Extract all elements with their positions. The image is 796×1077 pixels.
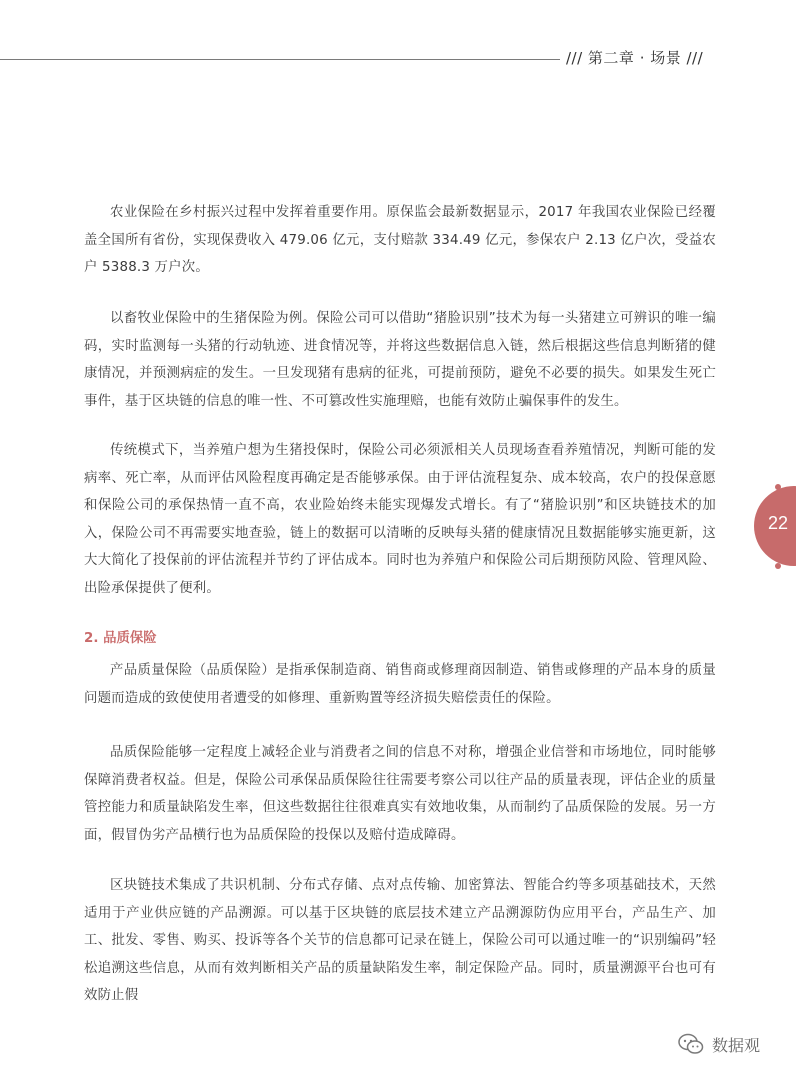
page-number-badge	[754, 486, 796, 566]
section-heading-quality-insurance: 2. 品质保险	[84, 631, 157, 646]
chapter-heading: /// 第二章 · 场景 ///	[566, 49, 704, 67]
paragraph-quality-definition: 产品质量保险（品质保险）是指承保制造商、销售商或修理商因制造、销售或修理的产品本身的质量问题而造成的致使使用者遭受的如修理、重新购置等经济损失赔偿责任的保险。	[84, 663, 716, 706]
badge-dot-top	[775, 484, 781, 490]
paragraph-blockchain-tracing: 区块链技术集成了共识机制、分布式存储、点对点传输、加密算法、智能合约等多项基础技术，天然适用于产业供应链的产品溯源。可以基于区块链的底层技术建立产品溯源防伪应用平台，产品生产、加工、批发、零售、购买、投诉等各个关节的信息都可记录在链上，保险公司可以通过唯一的“识别编码”轻松追溯这些信息，从而有效判断相关产品的质量缺陷发生率，制定保险产品。同时，质量溯源平台也可有效防止假	[84, 878, 716, 1004]
paragraph-quality-asymmetry: 品质保险能够一定程度上减轻企业与消费者之间的信息不对称，增强企业信誉和市场地位，同时能够保障消费者权益。但是，保险公司承保品质保险往往需要考察公司以往产品的质量表现，评估企业的质量管控能力和质量缺陷发生率，但这些数据往往很难真实有效地收集，从而制约了品质保险的发展。另一方面，假冒伪劣产品横行也为品质保险的投保以及赔付造成障碍。	[84, 745, 716, 843]
paragraph-traditional-model: 传统模式下，当养殖户想为生猪投保时，保险公司必须派相关人员现场查看养殖情况，判断可能的发病率、死亡率，从而评估风险程度再确定是否能够承保。由于评估流程复杂、成本较高，农户的投保意愿和保险公司的承保热情一直不高，农业险始终未能实现爆发式增长。有了“猪脸识别”和区块链技术的加入，保险公司不再需要实地查验，链上的数据可以清晰的反映每头猪的健康情况且数据能够实施更新，这大大简化了投保前的评估流程并节约了评估成本。同时也为养殖户和保险公司后期预防风险、管理风险、出险承保提供了便利。	[84, 443, 716, 596]
wechat-icon	[678, 1033, 704, 1055]
header-rule	[0, 59, 560, 60]
paragraph-agri-insurance: 农业保险在乡村振兴过程中发挥着重要作用。原保监会最新数据显示，2017 年我国农业保险已经覆盖全国所有省份，实现保费收入 479.06 亿元，支付赔款 334.49 亿元，参保农户 2.13 亿户次，受益农户 5388.3 万户次。	[84, 205, 716, 276]
watermark	[678, 1030, 788, 1058]
watermark-text: 数据观	[712, 1035, 761, 1055]
paragraph-pig-insurance: 以畜牧业保险中的生猪保险为例。保险公司可以借助“猪脸识别”技术为每一头猪建立可辨识的唯一编码，实时监测每一头猪的行动轨迹、进食情况等，并将这些数据信息入链，然后根据这些信息判断猪的健康情况，并预测病症的发生。一旦发现猪有患病的征兆，可提前预防，避免不必要的损失。如果发生死亡事件，基于区块链的信息的唯一性、不可篡改性实施理赔，也能有效防止骗保事件的发生。	[84, 311, 716, 409]
badge-dot-bottom	[775, 563, 781, 569]
page-number: 22	[768, 513, 789, 533]
